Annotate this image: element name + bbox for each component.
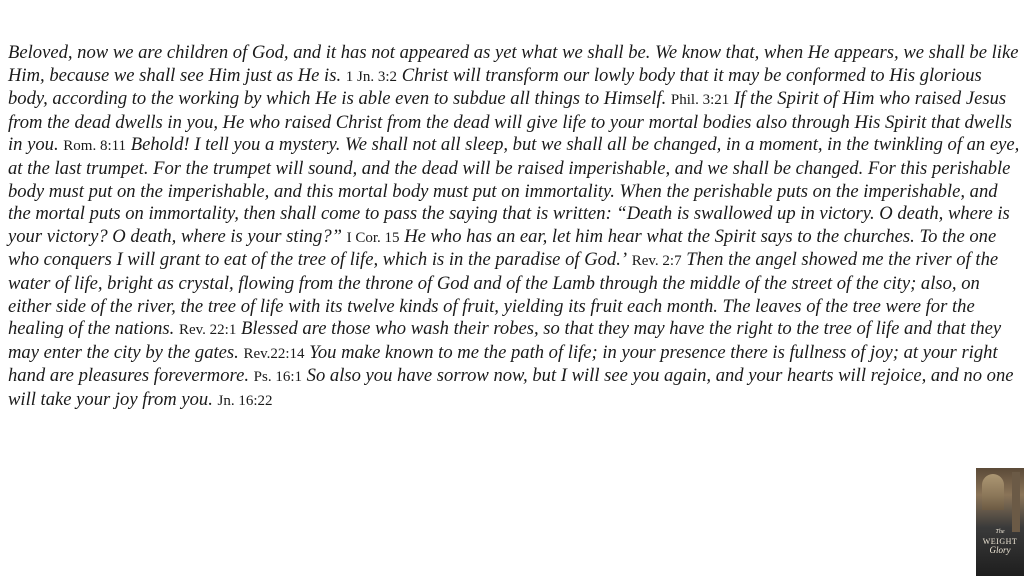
verse-reference: Rev. 22:1 bbox=[178, 322, 237, 339]
verse-text: Behold! I tell you a mystery. We shall not all sleep, but we shall all be changed, in a moment, in the twinkling of an eye, at the last trumpet. For the trumpet will sound, and the dead will be raised imperishable, and we shall be changed. For this perishable body must put on the imperishable, and this mortal body must put on immortality. When the perishable puts on the imperishable, and the mortal puts on immortality, then shall come to pass the saying that is written: “Death is swallowed up in victory. O death, where is your victory? O death, where is your sting?” bbox=[8, 134, 1020, 247]
verse-text: You make known to me the path of life; in your presence there is fullness of joy; at your right hand are pleasures forevermore. bbox=[8, 341, 998, 387]
thumbnail-title-line3: Glory bbox=[989, 545, 1011, 555]
thumbnail-title bbox=[976, 528, 1024, 555]
verse-reference: Rev.22:14 bbox=[243, 345, 305, 362]
verse-text: So also you have sorrow now, but I will see you again, and your hearts will rejoice, and no one will take your joy from you. bbox=[8, 365, 1014, 410]
verse-reference: Jn. 16:22 bbox=[217, 392, 273, 409]
verse-reference: 1 Jn. 3:2 bbox=[345, 68, 398, 85]
verse-text: Christ will transform our lowly body that it may be conformed to His glorious body, according to the working by which He is able even to subdue all things to Himself. bbox=[8, 64, 982, 110]
verse-text: Then the angel showed me the river of the water of life, bright as crystal, flowing from the throne of God and of the Lamb through the middle of the street of the city; also, on either side of the river, the tree of life with its twelve kinds of fruit, yielding its fruit each month. The leaves of the tree were for the healing of the nations. bbox=[8, 249, 999, 340]
verse-reference: Rev. 2:7 bbox=[631, 253, 682, 270]
thumbnail-title-line1: The bbox=[995, 529, 1005, 535]
pillar-image bbox=[1012, 472, 1020, 532]
thumbnail-title-line2: WEIGHT bbox=[982, 537, 1018, 546]
arch-image bbox=[982, 474, 1004, 510]
verse-reference: Ps. 16:1 bbox=[253, 369, 302, 386]
verse-reference: Phil. 3:21 bbox=[670, 92, 730, 109]
verse-text: If the Spirit of Him who raised Jesus from the dead dwells in you, He who raised Christ from the dead will give life to your mortal bodies also through His Spirit that dwells in you. bbox=[8, 88, 1013, 156]
verse-text: He who has an ear, let him hear what the Spirit says to the churches. To the one who conquers I will grant to eat of the tree of life, which is in the paradise of God.’ bbox=[8, 225, 997, 271]
weight-of-glory-thumbnail bbox=[976, 468, 1024, 576]
scripture-text-block bbox=[8, 42, 1020, 413]
verse-reference: I Cor. 15 bbox=[346, 229, 400, 246]
verse-reference: Rom. 8:11 bbox=[63, 138, 127, 155]
verse-text: Beloved, now we are children of God, and it has not appeared as yet what we shall be. We know that, when He appears, we shall be like Him, because we shall see Him just as He is. bbox=[8, 42, 1019, 86]
verse-text: Blessed are those who wash their robes, so that they may have the right to the tree of life and that they may enter the city by the gates. bbox=[8, 318, 1002, 363]
